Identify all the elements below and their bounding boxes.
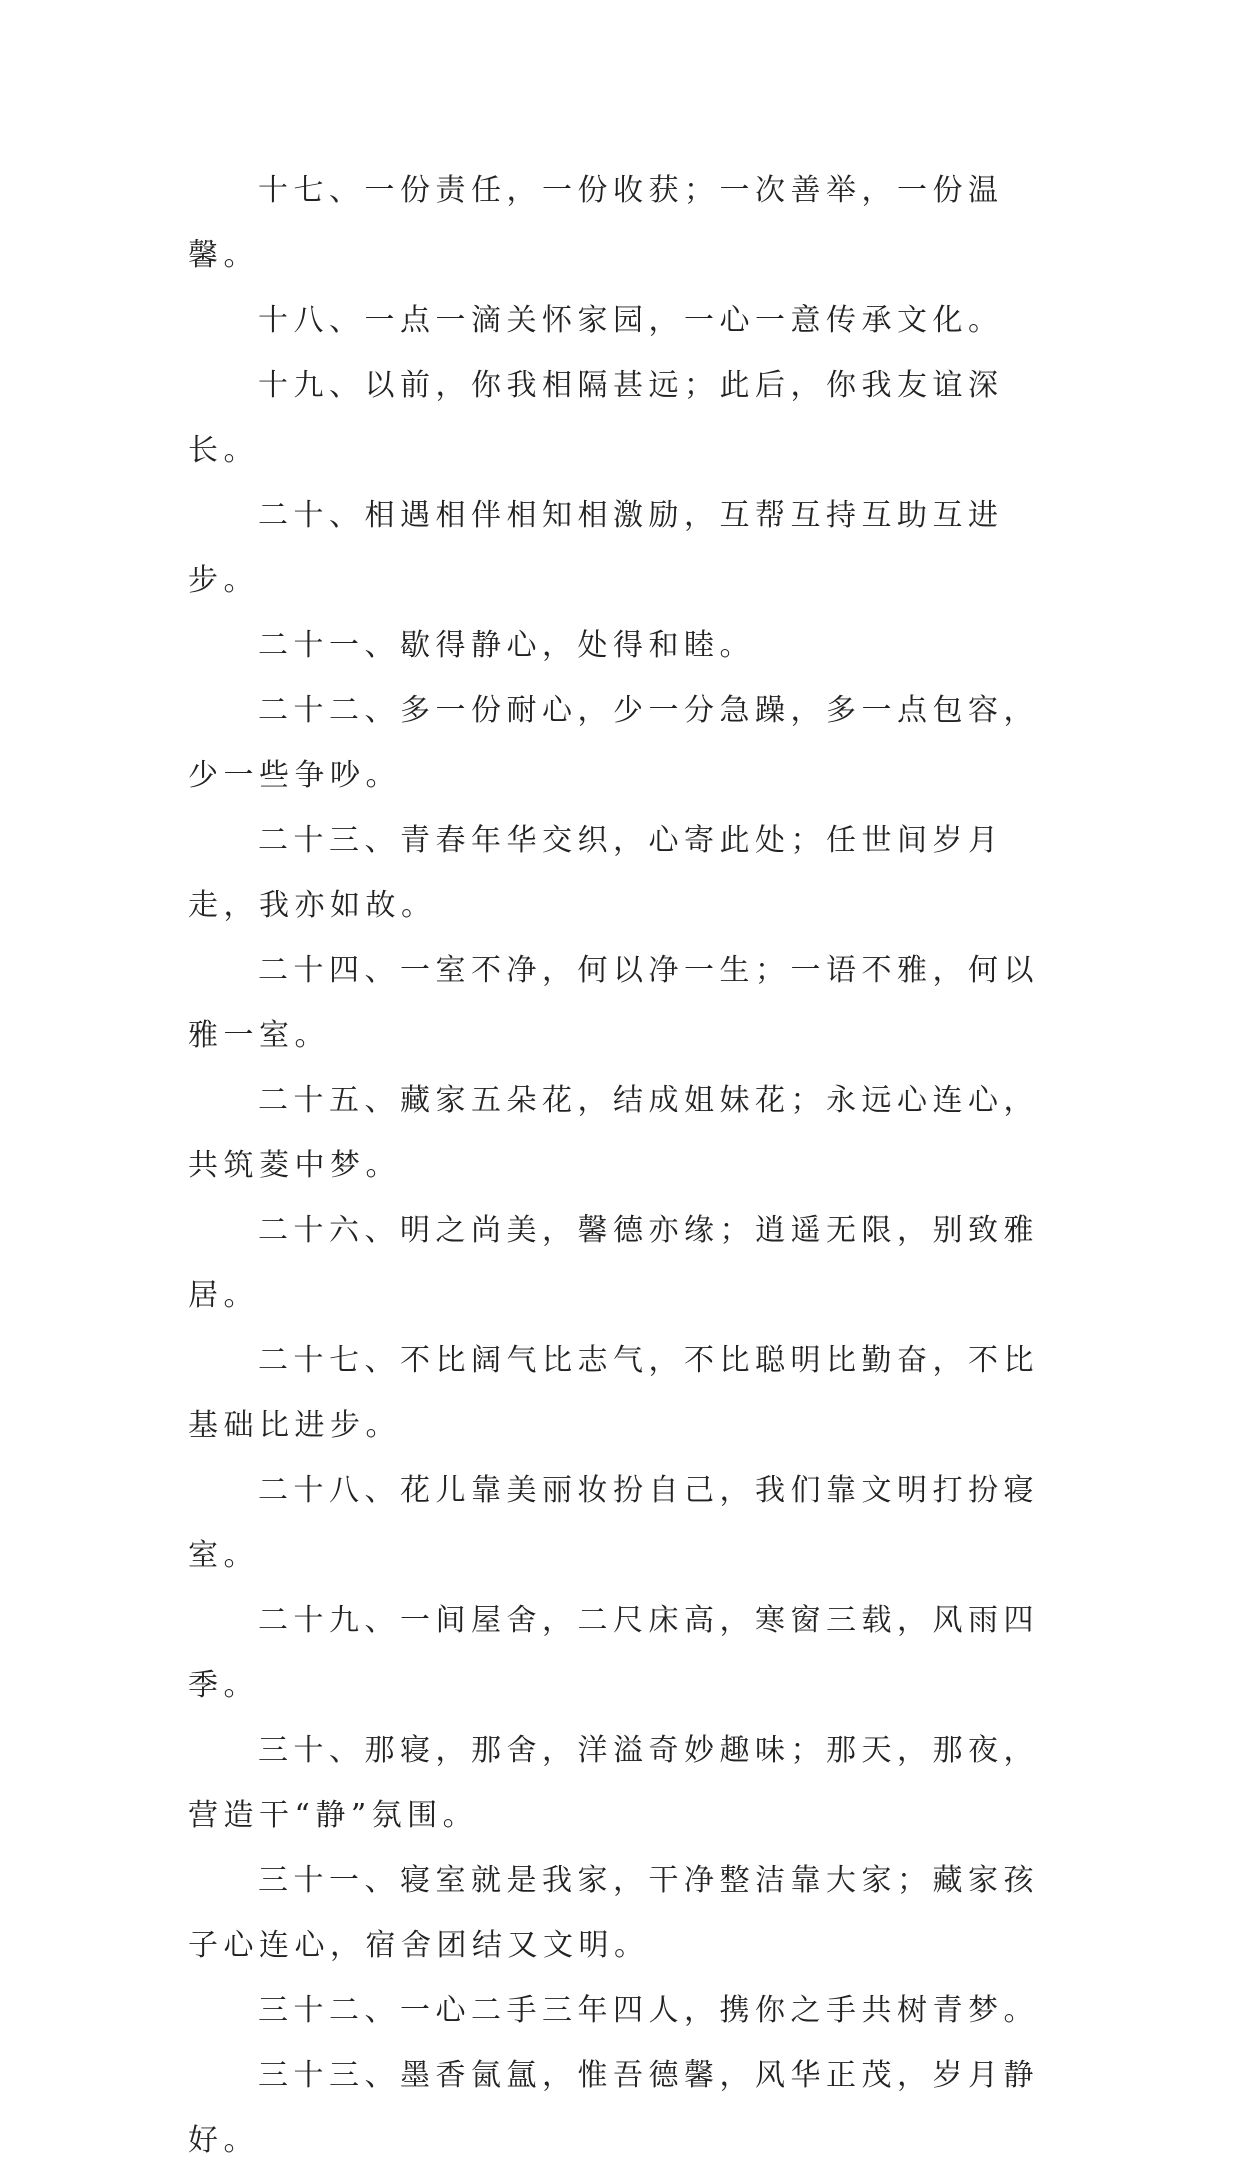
paragraph-25: 二十五、藏家五朵花，结成姐妹花；永远心连心，共筑菱中梦。: [188, 1083, 1039, 1183]
paragraph-18: 十八、一点一滴关怀家园，一心一意传承文化。: [258, 303, 1004, 338]
paragraph-29: 二十九、一间屋舍，二尺床高，寒窗三载，风雨四季。: [188, 1603, 1039, 1703]
paragraph-32: 三十二、一心二手三年四人，携你之手共树青梦。: [258, 1993, 1039, 2028]
paragraph-33: 三十三、墨香氤氲，惟吾德馨，风华正茂，岁月静好。: [188, 2058, 1039, 2158]
paragraph-20: 二十、相遇相伴相知相激励，互帮互持互助互进步。: [188, 498, 1004, 598]
paragraph-30: 三十、那寝，那舍，洋溢奇妙趣味；那天，那夜，营造干“静”氛围。: [188, 1733, 1039, 1833]
paragraph-19: 十九、以前，你我相隔甚远；此后，你我友谊深长。: [188, 368, 1004, 468]
paragraph-28: 二十八、花儿靠美丽妆扮自己，我们靠文明打扮寝室。: [188, 1473, 1039, 1573]
document-body: [188, 158, 1068, 2173]
paragraph-22: 二十二、多一份耐心，少一分急躁，多一点包容，少一些争吵。: [188, 693, 1039, 793]
paragraph-21: 二十一、歇得静心，处得和睦。: [258, 628, 755, 663]
paragraph-17: 十七、一份责任，一份收获；一次善举，一份温馨。: [188, 173, 1004, 273]
paragraph-31: 三十一、寝室就是我家，干净整洁靠大家；藏家孩子心连心，宿舍团结又文明。: [188, 1863, 1039, 1963]
paragraph-23: 二十三、青春年华交织，心寄此处；任世间岁月走，我亦如故。: [188, 823, 1004, 923]
paragraph-24: 二十四、一室不净，何以净一生；一语不雅，何以雅一室。: [188, 953, 1039, 1053]
paragraph-26: 二十六、明之尚美，馨德亦缘；逍遥无限，别致雅居。: [188, 1213, 1039, 1313]
paragraph-27: 二十七、不比阔气比志气，不比聪明比勤奋，不比基础比进步。: [188, 1343, 1039, 1443]
